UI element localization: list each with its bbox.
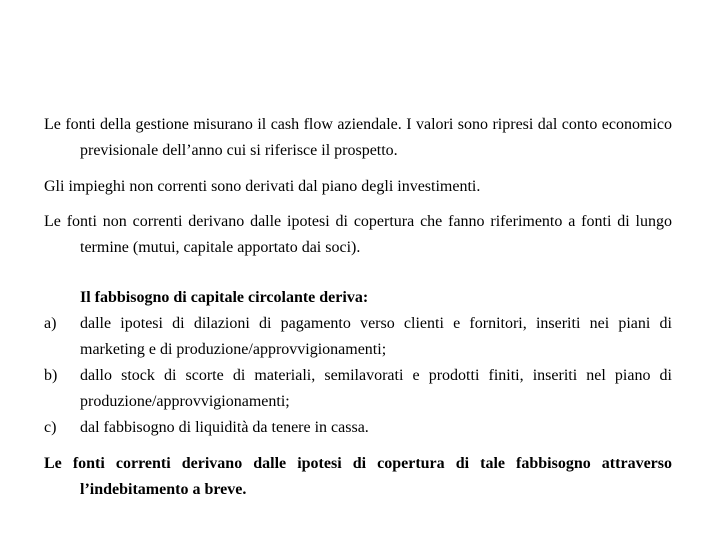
list-item-text: dal fabbisogno di liquidità da tenere in cassa. (80, 419, 369, 436)
fabbisogno-heading: Il fabbisogno di capitale circolante deriva: (80, 289, 369, 306)
list-marker: a) (44, 315, 57, 332)
list-item-b (44, 363, 672, 415)
paragraph-fonti-gestione: Le fonti della gestione misurano il cash flow aziendale. I valori sono ripresi dal conto economico previsionale dell’anno cui si riferisce il prospetto. (44, 116, 672, 159)
list-item-c (44, 415, 672, 441)
list-item-text: dallo stock di scorte di materiali, semilavorati e prodotti finiti, inseriti nel piano di produzione/approvvigionamenti; (80, 367, 672, 410)
paragraph-impieghi-non-correnti: Gli impieghi non correnti sono derivati dal piano degli investimenti. (44, 178, 481, 195)
list-marker: c) (44, 419, 57, 436)
list-item-text: dalle ipotesi di dilazioni di pagamento verso clienti e fornitori, inseriti nei piani di marketing e di produzione/approvvigionamenti; (80, 315, 672, 358)
paragraph-conclusion: Le fonti correnti derivano dalle ipotesi di copertura di tale fabbisogno attraverso l’indebitamento a breve. (44, 455, 672, 498)
list-item-a (44, 311, 672, 363)
paragraph-fonti-non-correnti: Le fonti non correnti derivano dalle ipotesi di copertura che fanno riferimento a fonti di lungo termine (mutui, capitale apportato dai soci). (44, 213, 672, 256)
slide-body (44, 112, 672, 503)
list-marker: b) (44, 367, 58, 384)
